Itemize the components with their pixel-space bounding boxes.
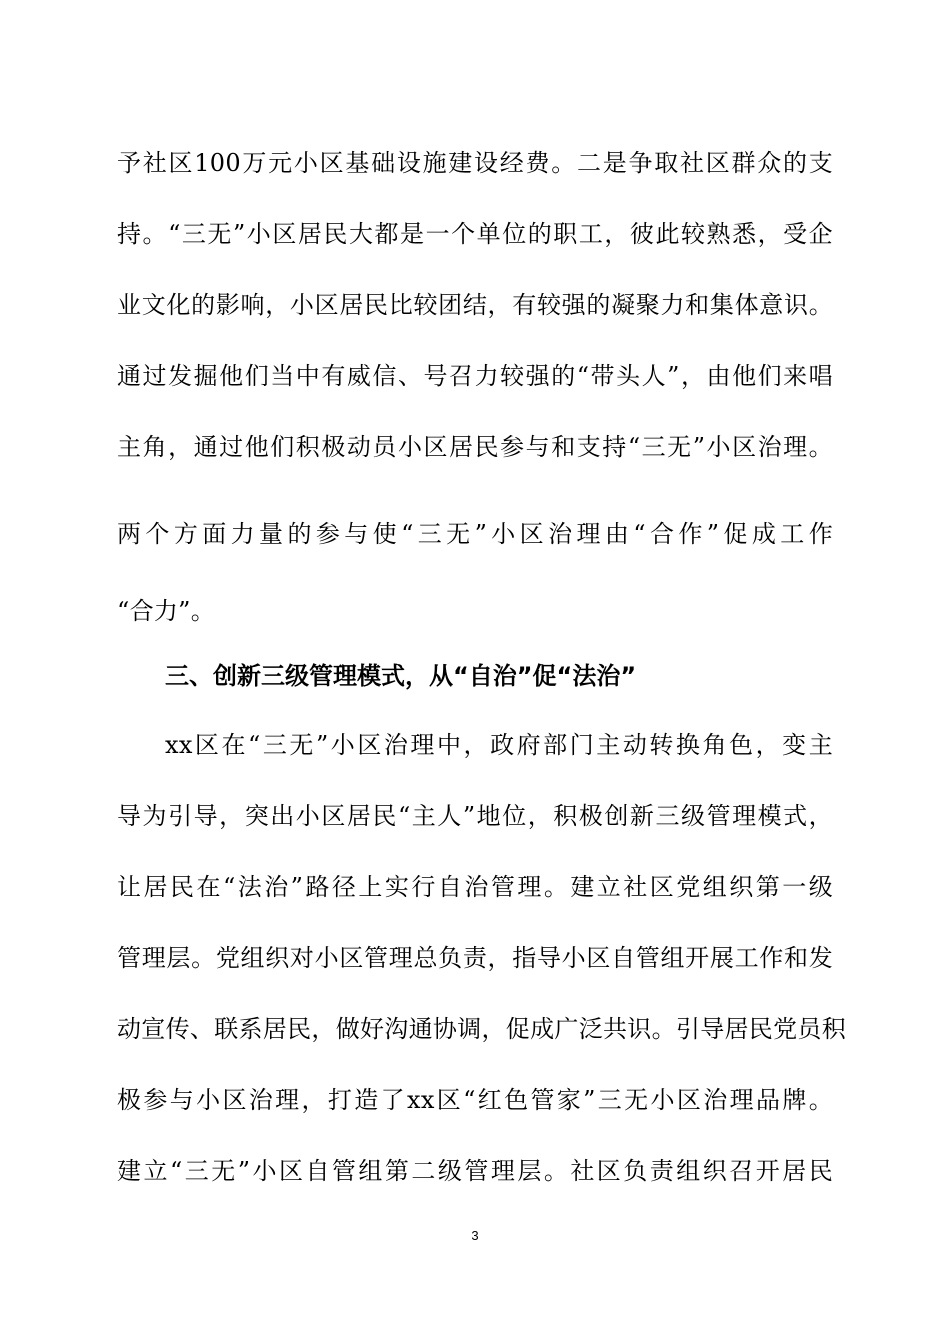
paragraph-2-line-4: 管理层。党组织对小区管理总负责，指导小区自管组开展工作和发 [117,944,833,972]
paragraph-1-line-3: 业文化的影响，小区居民比较团结，有较强的凝聚力和集体意识。 [117,291,833,319]
page-number: 3 [471,1228,479,1243]
paragraph-1-line-1: 予社区100万元小区基础设施建设经费。二是争取社区群众的支 [117,149,833,177]
paragraph-1-line-5: 主角，通过他们积极动员小区居民参与和支持“三无”小区治理。 [117,433,833,461]
paragraph-2-line-6: 极参与小区治理，打造了xx区“红色管家”三无小区治理品牌。 [117,1086,833,1114]
paragraph-2-line-5: 动宣传、联系居民，做好沟通协调，促成广泛共识。引导居民党员积 [117,1015,846,1043]
paragraph-2-line-1: xx区在“三无”小区治理中，政府部门主动转换角色，变主 [165,731,833,759]
paragraph-1-line-4: 通过发掘他们当中有威信、号召力较强的“带头人”，由他们来唱 [117,362,833,390]
paragraph-1-line-2: 持。“三无”小区居民大都是一个单位的职工，彼此较熟悉，受企 [117,220,833,248]
paragraph-1-line-6: 两个方面力量的参与使“三无”小区治理由“合作”促成工作 [117,520,833,548]
section-heading: 三、创新三级管理模式，从“自治”促“法治” [165,662,637,690]
paragraph-2-line-7: 建立“三无”小区自管组第二级管理层。社区负责组织召开居民 [117,1157,833,1185]
paragraph-2-line-3: 让居民在“法治”路径上实行自治管理。建立社区党组织第一级 [117,873,833,901]
paragraph-2-line-2: 导为引导，突出小区居民“主人”地位，积极创新三级管理模式， [117,802,833,830]
paragraph-1-line-7: “合力”。 [117,597,216,625]
